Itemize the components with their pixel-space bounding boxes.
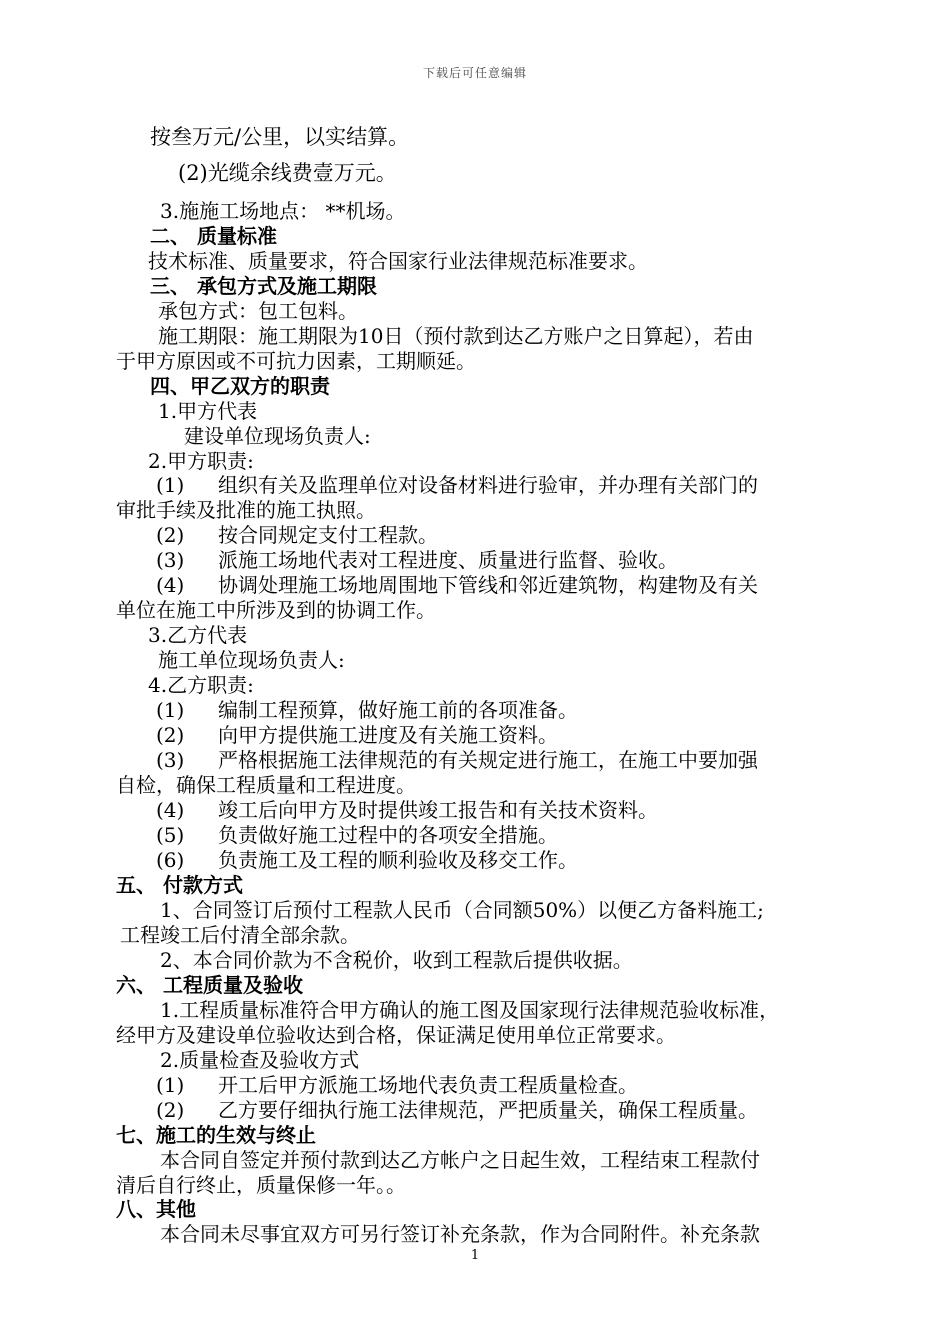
line-text: 编制工程预算，做好施工前的各项准备。 [218,698,578,722]
section-heading [150,373,330,399]
text-line [156,472,758,498]
text-line [148,448,254,474]
text-line [184,423,371,449]
text-line [160,1221,760,1247]
text-line [160,1147,760,1173]
line-text: 负责做好施工过程中的各项安全措施。 [218,823,558,847]
item-number: (2) [156,1098,185,1122]
text-line [160,947,633,973]
text-line [160,1047,359,1073]
text-line [156,572,758,598]
text-line [156,822,558,848]
line-text: 竣工后向甲方及时提供竣工报告和有关技术资料。 [218,798,658,822]
line-text: 按合同规定支付工程款。 [218,523,438,547]
line-text: 施工单位现场负责人: [158,648,345,672]
item-number: (2) [156,723,185,747]
text-line [156,547,678,573]
line-text: 承包方式：包工包料。 [158,299,358,323]
text-line [158,647,345,673]
text-line [156,747,758,773]
line-text: 1、合同签订后预付工程款人民币（合同额50%）以便乙方备料施工; [160,898,764,922]
line-text: 1.工程质量标准符合甲方确认的施工图及国家现行法律规范验收标准， [160,998,780,1022]
text-line [116,1172,406,1198]
text-line [116,348,476,374]
line-text: 3.乙方代表 [148,623,248,647]
text-line [156,797,658,823]
text-line [116,1022,676,1048]
line-text: 本合同自签定并预付款到达乙方帐户之日起生效，工程结束工程款付 [160,1148,760,1172]
text-line [120,922,360,948]
line-text: 乙方要仔细执行施工法律规范，严把质量关，确保工程质量。 [218,1098,758,1122]
line-text: 经甲方及建设单位验收达到合格，保证满足使用单位正常要求。 [116,1023,676,1047]
text-line [156,1097,758,1123]
text-line [160,897,764,923]
text-line [160,198,405,224]
item-number: (2) [156,523,185,547]
section-heading [116,872,243,898]
section-heading [116,972,303,998]
text-line [148,248,648,274]
line-text: 2.甲方职责: [148,449,254,473]
line-text: 六、 工程质量及验收 [116,973,303,997]
line-text: 协调处理施工场地周围地下管线和邻近建筑物，构建物及有关 [218,573,758,597]
item-number: (6) [156,848,185,872]
item-number: (4) [156,798,185,822]
section-heading [116,1196,196,1222]
item-number: (1) [156,698,185,722]
line-text: (2)光缆余线费壹万元。 [178,161,397,185]
line-text: 四、甲乙双方的职责 [150,374,330,398]
line-text: 于甲方原因或不可抗力因素，工期顺延。 [116,349,476,373]
text-line [156,697,578,723]
line-text: 开工后甲方派施工场地代表负责工程质量检查。 [218,1073,638,1097]
section-heading [150,273,377,299]
item-number: (1) [156,473,185,497]
line-text: 2.质量检查及验收方式 [160,1048,360,1072]
line-text: 七、施工的生效与终止 [116,1123,316,1147]
page-number: 1 [470,1248,480,1263]
line-text: 三、 承包方式及施工期限 [150,274,377,298]
line-text: 向甲方提供施工进度及有关施工资料。 [218,723,558,747]
line-text: 审批手续及批准的施工执照。 [116,498,376,522]
text-line [178,160,397,186]
item-number: (3) [156,748,185,772]
item-number: (5) [156,823,185,847]
line-text: 4.乙方职责: [148,673,254,697]
text-line [160,997,779,1023]
text-line [148,672,254,698]
line-text: 八、其他 [116,1197,196,1221]
line-text: 单位在施工中所涉及到的协调工作。 [116,598,436,622]
line-text: 按叁万元/公里，以实结算。 [150,125,410,149]
text-line [150,124,409,150]
line-text: 建设单位现场负责人: [184,424,371,448]
text-line [158,298,358,324]
line-text: 派施工场地代表对工程进度、质量进行监督、验收。 [218,548,678,572]
line-text: 3.施施工场地点： **机场。 [160,199,406,223]
page-header: 下载后可任意编辑 [422,66,527,80]
section-heading [150,223,277,249]
line-text: 1.甲方代表 [158,399,258,423]
text-line [116,597,436,623]
text-line [156,1072,638,1098]
line-text: 本合同未尽事宜双方可另行签订补充条款，作为合同附件。补充条款 [160,1222,760,1246]
item-number: (1) [156,1073,185,1097]
line-text: 组织有关及监理单位对设备材料进行验审，并办理有关部门的 [218,473,758,497]
line-text: 技术标准、质量要求，符合国家行业法律规范标准要求。 [148,249,648,273]
line-text: 五、 付款方式 [116,873,243,897]
line-text: 2、本合同价款为不含税价，收到工程款后提供收据。 [160,948,633,972]
text-line [158,398,257,424]
text-line [116,497,376,523]
text-line [148,622,247,648]
text-line [156,522,438,548]
item-number: (3) [156,548,185,572]
item-number: (4) [156,573,185,597]
line-text: 工程竣工后付清全部余款。 [120,923,360,947]
text-line [156,722,558,748]
text-line [156,847,578,873]
line-text: 自检，确保工程质量和工程进度。 [116,773,416,797]
line-text: 二、 质量标准 [150,224,277,248]
line-text: 负责施工及工程的顺利验收及移交工作。 [218,848,578,872]
text-line [116,772,416,798]
line-text: 清后自行终止，质量保修一年。。 [116,1173,406,1197]
line-text: 施工期限：施工期限为10日（预付款到达乙方账户之日算起），若由 [158,324,754,348]
line-text: 严格根据施工法律规范的有关规定进行施工，在施工中要加强 [218,748,758,772]
section-heading [116,1122,316,1148]
text-line [158,323,753,349]
